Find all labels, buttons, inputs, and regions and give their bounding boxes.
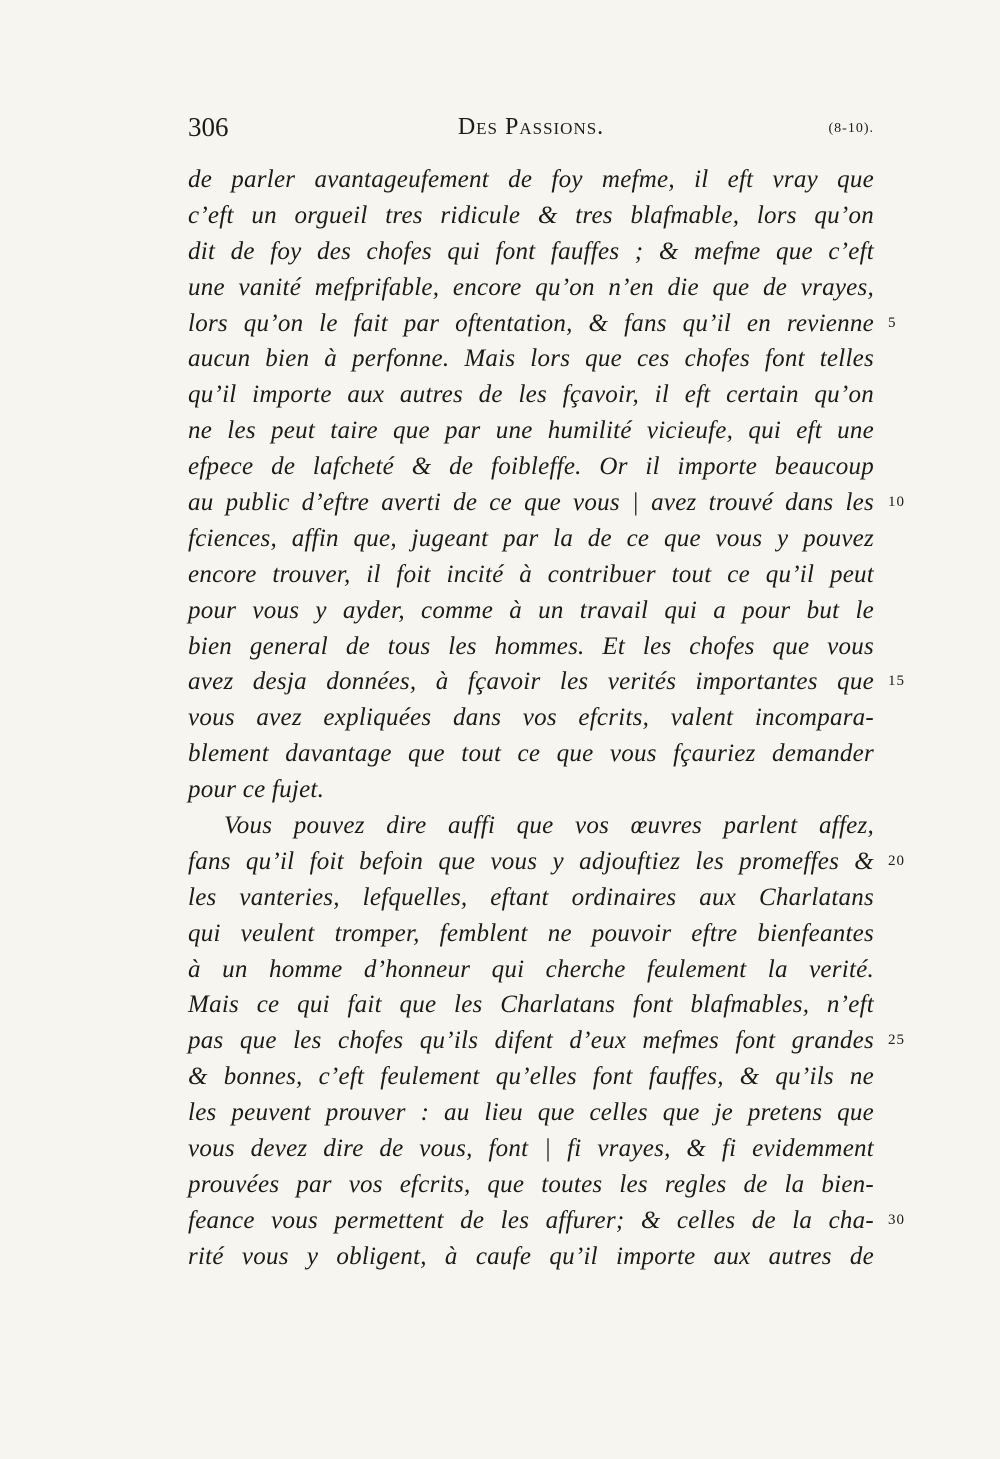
text-line xyxy=(188,234,874,270)
text-line xyxy=(188,1059,874,1095)
line-text: Vous pouvez dire auffi que vos œuvres parlent affez, xyxy=(224,812,874,840)
body-text xyxy=(188,162,905,1275)
text-line xyxy=(188,341,874,377)
line-number: 25 xyxy=(888,1032,905,1049)
text-line xyxy=(188,1239,874,1275)
line-text: à un homme d’honneur qui cherche feulement la verité. xyxy=(188,955,874,983)
line-text: bien general de tous les hommes. Et les chofes que vous xyxy=(188,632,874,660)
line-text: blement davantage que tout ce que vous fçauriez demander xyxy=(188,740,874,768)
line-number: 10 xyxy=(888,494,905,511)
text-line xyxy=(188,1203,905,1239)
page-number: 306 xyxy=(188,112,229,142)
line-text: qu’il importe aux autres de les fçavoir, il eft certain qu’on xyxy=(188,381,874,409)
text-line xyxy=(188,270,874,306)
text-line xyxy=(188,521,874,557)
text-line xyxy=(188,629,874,665)
line-text: de parler avantageufement de foy mefme, il eft vray que xyxy=(188,166,874,193)
text-line xyxy=(188,772,874,808)
text-line xyxy=(188,377,874,413)
line-text: aucun bien à perfonne. Mais lors que ces chofes font telles xyxy=(188,345,874,373)
text-line xyxy=(188,198,874,234)
line-text: les peuvent prouver : au lieu que celles que je pretens que xyxy=(188,1099,874,1127)
line-text: feance vous permettent de les affurer; & celles de la cha- xyxy=(188,1206,874,1234)
line-text: rité vous y obligent, à caufe qu’il importe aux autres de xyxy=(188,1242,874,1270)
line-text: encore trouver, il foit incité à contribuer tout ce qu’il peut xyxy=(188,560,874,588)
text-line xyxy=(188,664,905,700)
text-line xyxy=(188,880,874,916)
line-text: & bonnes, c’eft feulement qu’elles font fauffes, & qu’ils ne xyxy=(188,1063,874,1091)
line-text: efpece de lafcheté & de foibleffe. Or il importe beaucoup xyxy=(188,453,874,481)
line-text: fciences, affin que, jugeant par la de ce que vous y pouvez xyxy=(188,524,874,552)
text-line xyxy=(188,557,874,593)
text-line xyxy=(188,306,897,342)
line-number: 30 xyxy=(888,1211,905,1228)
running-title: Des Passions. xyxy=(457,114,605,140)
line-text: une vanité mefprifable, encore qu’on n’en die que de vrayes, xyxy=(188,273,874,301)
section-range: (8-10). xyxy=(828,121,874,136)
text-line xyxy=(188,987,874,1023)
running-header xyxy=(188,112,874,146)
text-line xyxy=(188,1023,905,1059)
line-text: lors qu’on le fait par oftentation, & fans qu’il en revienne xyxy=(188,309,874,337)
line-number: 5 xyxy=(888,314,897,331)
line-text: pour ce fujet. xyxy=(188,776,325,804)
line-text: prouvées par vos efcrits, que toutes les regles de la bien- xyxy=(188,1170,874,1198)
text-line xyxy=(188,808,874,844)
text-line xyxy=(188,736,874,772)
line-text: vous avez expliquées dans vos efcrits, valent incompara- xyxy=(188,704,874,732)
text-line xyxy=(188,162,874,198)
line-text: vous devez dire de vous, font | fi vrayes, & fi evidemment xyxy=(188,1135,874,1163)
line-text: dit de foy des chofes qui font fauffes ; & mefme que c’eft xyxy=(188,237,874,265)
text-line xyxy=(188,916,874,952)
text-line xyxy=(188,844,905,880)
line-text: ne les peut taire que par une humilité vicieufe, qui eft une xyxy=(188,417,874,445)
text-line xyxy=(188,485,905,521)
text-line xyxy=(188,449,874,485)
text-line xyxy=(188,1095,874,1131)
text-line xyxy=(188,413,874,449)
text-line xyxy=(188,700,874,736)
text-line xyxy=(188,593,874,629)
line-text: avez desja données, à fçavoir les verités importantes que xyxy=(188,668,874,696)
line-text: au public d’eftre averti de ce que vous | avez trouvé dans les xyxy=(188,489,874,517)
line-number: 20 xyxy=(888,852,905,869)
text-line xyxy=(188,1167,874,1203)
line-text: Mais ce qui fait que les Charlatans font blafmables, n’eft xyxy=(188,991,874,1019)
line-text: les vanteries, lefquelles, eftant ordinaires aux Charlatans xyxy=(188,883,874,911)
line-text: fans qu’il foit befoin que vous y adjouftiez les promeffes & xyxy=(188,847,874,875)
line-number: 15 xyxy=(888,673,905,690)
line-text: c’eft un orgueil tres ridicule & tres blafmable, lors qu’on xyxy=(188,201,874,229)
text-line xyxy=(188,1131,874,1167)
line-text: qui veulent tromper, femblent ne pouvoir eftre bienfeantes xyxy=(188,919,874,947)
line-text: pas que les chofes qu’ils difent d’eux mefmes font grandes xyxy=(188,1027,874,1055)
line-text: pour vous y ayder, comme à un travail qui a pour but le xyxy=(188,596,874,624)
text-line xyxy=(188,952,874,988)
